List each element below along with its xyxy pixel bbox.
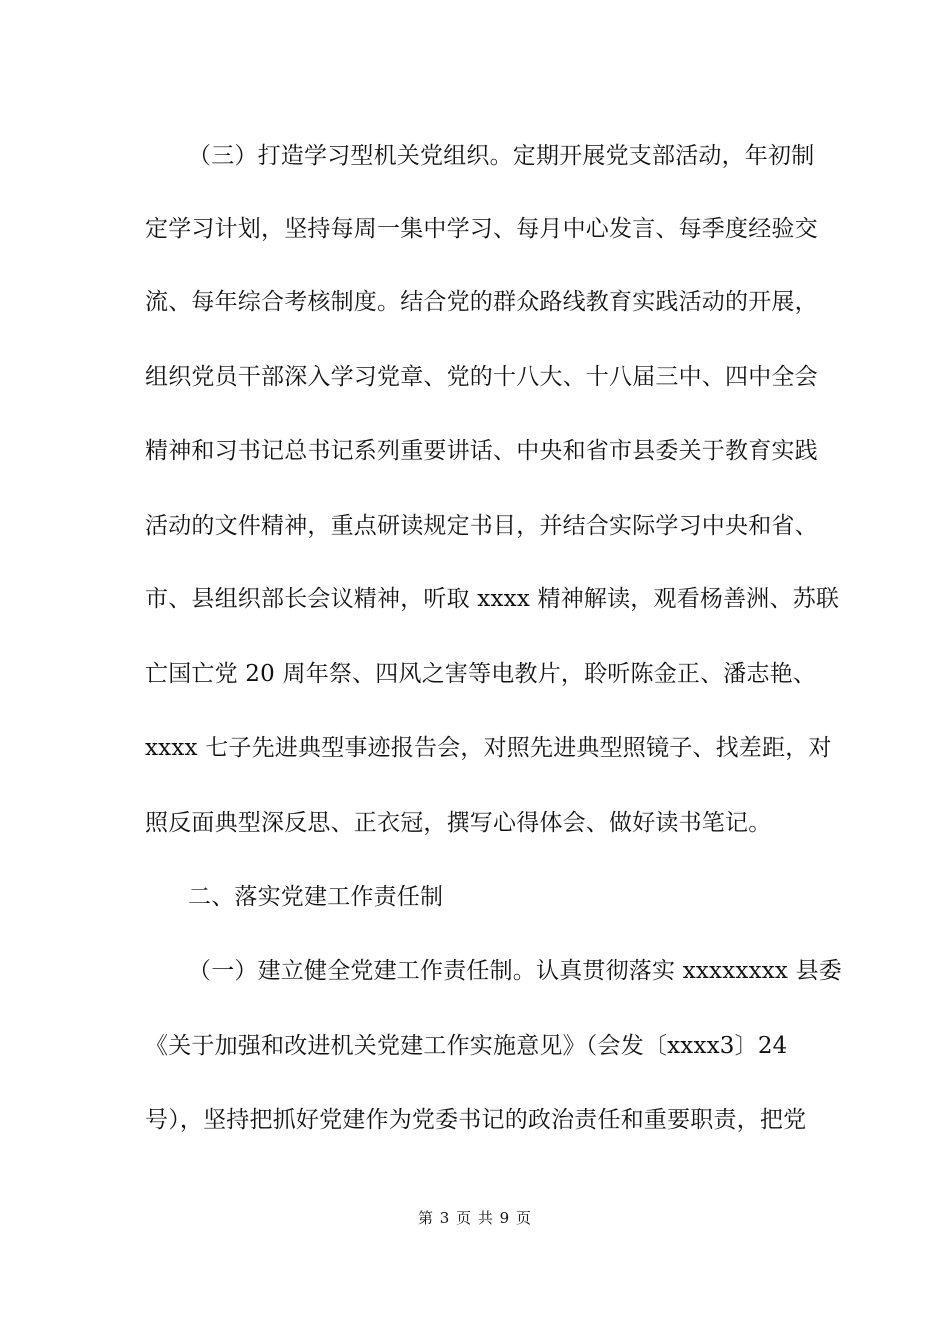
paragraph-line: 市、县组织部长会议精神，听取 xxxx 精神解读，观看杨善洲、苏联 <box>145 586 840 612</box>
paragraph-line: xxxx 七子先进典型事迹报告会，对照先进典型照镜子、找差距，对 <box>145 735 832 761</box>
paragraph-line: 亡国亡党 20 周年祭、四风之害等电教片，聆听陈金正、潘志艳、 <box>145 661 817 687</box>
page-footer <box>0 1208 950 1228</box>
paragraph-line: 组织党员干部深入学习党章、党的十八大、十八届三中、四中全会 <box>145 364 818 390</box>
paragraph-line: 照反面典型深反思、正衣冠，撰写心得体会、做好读书笔记。 <box>145 810 772 836</box>
paragraph-line: （一）建立健全党建工作责任制。认真贯彻落实 xxxxxxxx 县委 <box>188 958 842 984</box>
footer-middle: 页 共 <box>456 1209 494 1227</box>
paragraph-line: 精神和习书记总书记系列重要讲话、中央和省市县委关于教育实践 <box>145 438 818 464</box>
footer-prefix: 第 <box>417 1209 434 1227</box>
paragraph-line: （三）打造学习型机关党组织。定期开展党支部活动，年初制 <box>188 143 815 169</box>
paragraph-line: 号），坚持把抓好党建作为党委书记的政治责任和重要职责，把党 <box>145 1107 807 1133</box>
footer-suffix: 页 <box>516 1209 533 1227</box>
current-page-number: 3 <box>439 1209 451 1227</box>
paragraph-line: 定学习计划，坚持每周一集中学习、每月中心发言、每季度经验交 <box>145 216 818 242</box>
total-pages-number: 9 <box>499 1209 511 1227</box>
paragraph-line: 流、每年综合考核制度。结合党的群众路线教育实践活动的开展， <box>145 289 818 315</box>
paragraph-line: 活动的文件精神，重点研读规定书目，并结合实际学习中央和省、 <box>145 513 818 539</box>
paragraph-line: 《关于加强和改进机关党建工作实施意见》（会发〔xxxx3〕24 <box>145 1033 788 1059</box>
section-heading: 二、落实党建工作责任制 <box>188 884 444 910</box>
